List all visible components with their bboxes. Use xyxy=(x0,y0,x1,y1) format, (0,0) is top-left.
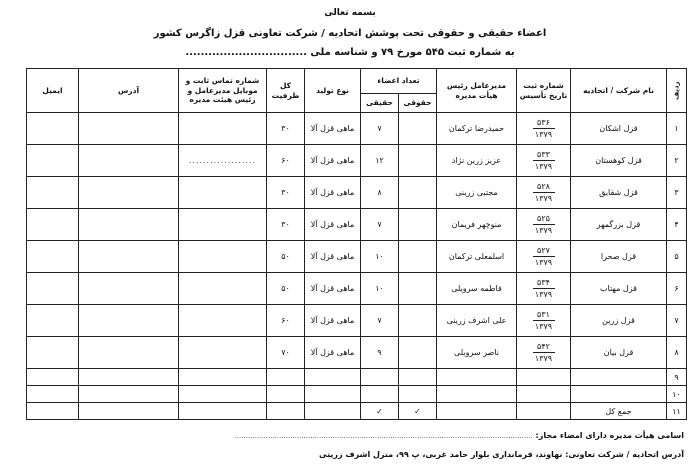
row-index: ۹ xyxy=(667,369,687,386)
capacity: ۵۰ xyxy=(267,273,305,305)
email xyxy=(27,241,79,273)
row-index: ۸ xyxy=(667,337,687,369)
header-title: اعضاء حقیقی و حقوقی تحت پوشش اتحادیه / شرکت تعاونی قزل زاگرس کشور xyxy=(153,28,547,39)
empty-cell xyxy=(399,386,437,403)
members-natural: ۸ xyxy=(361,177,399,209)
row-index: ۱ xyxy=(667,113,687,145)
total-legal-check: ✓ xyxy=(399,403,437,420)
row-index: ۶ xyxy=(667,273,687,305)
col-phone: شماره تماس ثابت و موبایل مدیرعامل و رئیس هیئت مدیره xyxy=(179,69,267,113)
footer-signatories xyxy=(16,431,684,440)
email xyxy=(27,305,79,337)
empty-cell xyxy=(267,369,305,386)
capacity: ۳۰ xyxy=(267,177,305,209)
manager-name: اسلمعلی ترکمان xyxy=(437,241,517,273)
registration-year: ۱۳۷۹ xyxy=(534,225,553,235)
product-type: ماهی قزل آلا xyxy=(305,177,361,209)
company-name: قزل بیان xyxy=(571,337,667,369)
footer-address: آدرس اتحادیه / شرکت تعاونی: نهاوند، فرمانداری بلوار حامد غربی، پ ۹۹، منزل اشرف زرینی xyxy=(318,450,684,459)
address xyxy=(79,241,179,273)
address xyxy=(79,305,179,337)
col-members: تعداد اعضاء xyxy=(361,69,437,94)
manager-name: فاطمه سرویلی xyxy=(437,273,517,305)
phone xyxy=(179,273,267,305)
manager-name: حمیدرضا ترکمان xyxy=(437,113,517,145)
capacity: ۵۰ xyxy=(267,241,305,273)
table-row xyxy=(27,113,687,145)
header-basmala: بسمه تعالی xyxy=(324,8,376,18)
address xyxy=(79,113,179,145)
members-legal xyxy=(399,305,437,337)
registration-year: ۱۳۷۹ xyxy=(534,161,553,171)
manager-name: مجتبی زرینی xyxy=(437,177,517,209)
table-row xyxy=(27,145,687,177)
table-row xyxy=(27,241,687,273)
empty-cell xyxy=(267,386,305,403)
registration-number: ۵۳۶ xyxy=(533,118,555,128)
table-row xyxy=(27,209,687,241)
empty-cell xyxy=(361,369,399,386)
row-index: ۷ xyxy=(667,305,687,337)
col-product: نوع تولید xyxy=(305,69,361,113)
product-type: ماهی قزل آلا xyxy=(305,209,361,241)
table-row xyxy=(27,177,687,209)
company-name: قزل بزرگمهر xyxy=(571,209,667,241)
table-row xyxy=(27,369,687,386)
row-index: ۳ xyxy=(667,177,687,209)
empty-cell xyxy=(305,369,361,386)
registration xyxy=(517,145,571,177)
footer-signatories-label: اسامی هیأت مدیره دارای امضاء مجاز: xyxy=(535,431,684,440)
phone xyxy=(179,113,267,145)
email xyxy=(27,273,79,305)
empty-cell xyxy=(305,386,361,403)
total-natural-check: ✓ xyxy=(361,403,399,420)
col-name: نام شرکت / اتحادیه xyxy=(571,69,667,113)
manager-name: عزیز زرین نژاد xyxy=(437,145,517,177)
registration-year: ۱۳۷۹ xyxy=(534,193,553,203)
company-name: قزل کوهستان xyxy=(571,145,667,177)
members-legal xyxy=(399,177,437,209)
registration-year: ۱۳۷۹ xyxy=(534,353,553,363)
registration-year: ۱۳۷۹ xyxy=(534,257,553,267)
empty-cell xyxy=(79,386,179,403)
registration-number: ۵۳۴ xyxy=(533,278,555,288)
registration xyxy=(517,273,571,305)
empty-cell xyxy=(79,369,179,386)
empty-cell xyxy=(27,369,79,386)
address xyxy=(79,145,179,177)
members-natural: ۱۲ xyxy=(361,145,399,177)
empty-cell xyxy=(179,369,267,386)
registration-number: ۵۳۱ xyxy=(533,310,555,320)
col-address: آدرس xyxy=(79,69,179,113)
empty-cell xyxy=(437,369,517,386)
col-reg: شماره ثبت تاریخ تأسیس xyxy=(517,69,571,113)
email xyxy=(27,145,79,177)
product-type: ماهی قزل آلا xyxy=(305,337,361,369)
capacity: ۳۰ xyxy=(267,209,305,241)
empty-cell xyxy=(437,386,517,403)
members-legal xyxy=(399,113,437,145)
registration xyxy=(517,305,571,337)
total-label: جمع کل xyxy=(571,403,667,420)
company-name: قزل زرین xyxy=(571,305,667,337)
capacity: ۳۰ xyxy=(267,113,305,145)
email xyxy=(27,209,79,241)
registration xyxy=(517,337,571,369)
manager-name: ناصر سرویلی xyxy=(437,337,517,369)
members-legal xyxy=(399,209,437,241)
registration-number: ۵۳۳ xyxy=(533,150,555,160)
phone: ................... xyxy=(179,145,267,177)
col-legal: حقوقی xyxy=(399,94,437,113)
empty-cell xyxy=(517,386,571,403)
empty-cell xyxy=(27,403,79,420)
registration xyxy=(517,177,571,209)
company-name: قزل مهتاب xyxy=(571,273,667,305)
col-natural: حقیقی xyxy=(361,94,399,113)
registration-number: ۵۲۵ xyxy=(533,214,555,224)
members-natural: ۷ xyxy=(361,305,399,337)
company-name: قزل اشکان xyxy=(571,113,667,145)
product-type: ماهی قزل آلا xyxy=(305,305,361,337)
address xyxy=(79,337,179,369)
col-row: ردیف xyxy=(667,69,687,113)
col-email: ایمیل xyxy=(27,69,79,113)
product-type: ماهی قزل آلا xyxy=(305,145,361,177)
members-natural: ۱۰ xyxy=(361,241,399,273)
empty-cell xyxy=(179,403,267,420)
manager-name: منوچهر فریمان xyxy=(437,209,517,241)
empty-cell xyxy=(79,403,179,420)
manager-name: علی اشرف زرینی xyxy=(437,305,517,337)
members-natural: ۱۰ xyxy=(361,273,399,305)
phone xyxy=(179,177,267,209)
registration-year: ۱۳۷۹ xyxy=(534,321,553,331)
header-registration: به شماره ثبت ۵۴۵ مورخ ۷۹ و شناسه ملی ................................ xyxy=(185,47,515,58)
company-name: قزل صحرا xyxy=(571,241,667,273)
members-legal xyxy=(399,145,437,177)
address xyxy=(79,177,179,209)
empty-cell xyxy=(437,403,517,420)
table-body xyxy=(27,113,687,420)
address xyxy=(79,273,179,305)
address xyxy=(79,209,179,241)
members-legal xyxy=(399,273,437,305)
members-natural: ۷ xyxy=(361,209,399,241)
members-natural: ۷ xyxy=(361,113,399,145)
empty-cell xyxy=(517,403,571,420)
total-row xyxy=(27,403,687,420)
phone xyxy=(179,241,267,273)
registration-number: ۵۲۷ xyxy=(533,246,555,256)
members-legal xyxy=(399,337,437,369)
email xyxy=(27,337,79,369)
table-row xyxy=(27,273,687,305)
empty-cell xyxy=(399,369,437,386)
row-index: ۴ xyxy=(667,209,687,241)
row-index: ۱۰ xyxy=(667,386,687,403)
empty-cell xyxy=(361,386,399,403)
capacity: ۶۰ xyxy=(267,305,305,337)
empty-cell xyxy=(27,386,79,403)
members-table xyxy=(26,68,687,420)
footer-signatories-dots: ...................................................................................................................................... xyxy=(234,432,533,440)
row-index: ۲ xyxy=(667,145,687,177)
registration-year: ۱۳۷۹ xyxy=(534,289,553,299)
capacity: ۷۰ xyxy=(267,337,305,369)
capacity: ۶۰ xyxy=(267,145,305,177)
email xyxy=(27,177,79,209)
email xyxy=(27,113,79,145)
row-index: ۱۱ xyxy=(667,403,687,420)
registration-year: ۱۳۷۹ xyxy=(534,129,553,139)
registration xyxy=(517,241,571,273)
empty-cell xyxy=(267,403,305,420)
registration xyxy=(517,209,571,241)
col-manager: مدیرعامل رئیس هیأت مدیره xyxy=(437,69,517,113)
members-legal xyxy=(399,241,437,273)
row-index: ۵ xyxy=(667,241,687,273)
empty-cell xyxy=(517,369,571,386)
product-type: ماهی قزل آلا xyxy=(305,113,361,145)
empty-cell xyxy=(305,403,361,420)
product-type: ماهی قزل آلا xyxy=(305,241,361,273)
product-type: ماهی قزل آلا xyxy=(305,273,361,305)
empty-cell xyxy=(179,386,267,403)
members-natural: ۹ xyxy=(361,337,399,369)
registration xyxy=(517,113,571,145)
phone xyxy=(179,337,267,369)
col-capacity: کل ظرفیت xyxy=(267,69,305,113)
registration-number: ۵۴۲ xyxy=(533,342,555,352)
table-row xyxy=(27,386,687,403)
table-row xyxy=(27,337,687,369)
registration-number: ۵۲۸ xyxy=(533,182,555,192)
empty-cell xyxy=(571,386,667,403)
company-name: قزل شقایق xyxy=(571,177,667,209)
empty-cell xyxy=(571,369,667,386)
phone xyxy=(179,305,267,337)
phone xyxy=(179,209,267,241)
table-row xyxy=(27,305,687,337)
